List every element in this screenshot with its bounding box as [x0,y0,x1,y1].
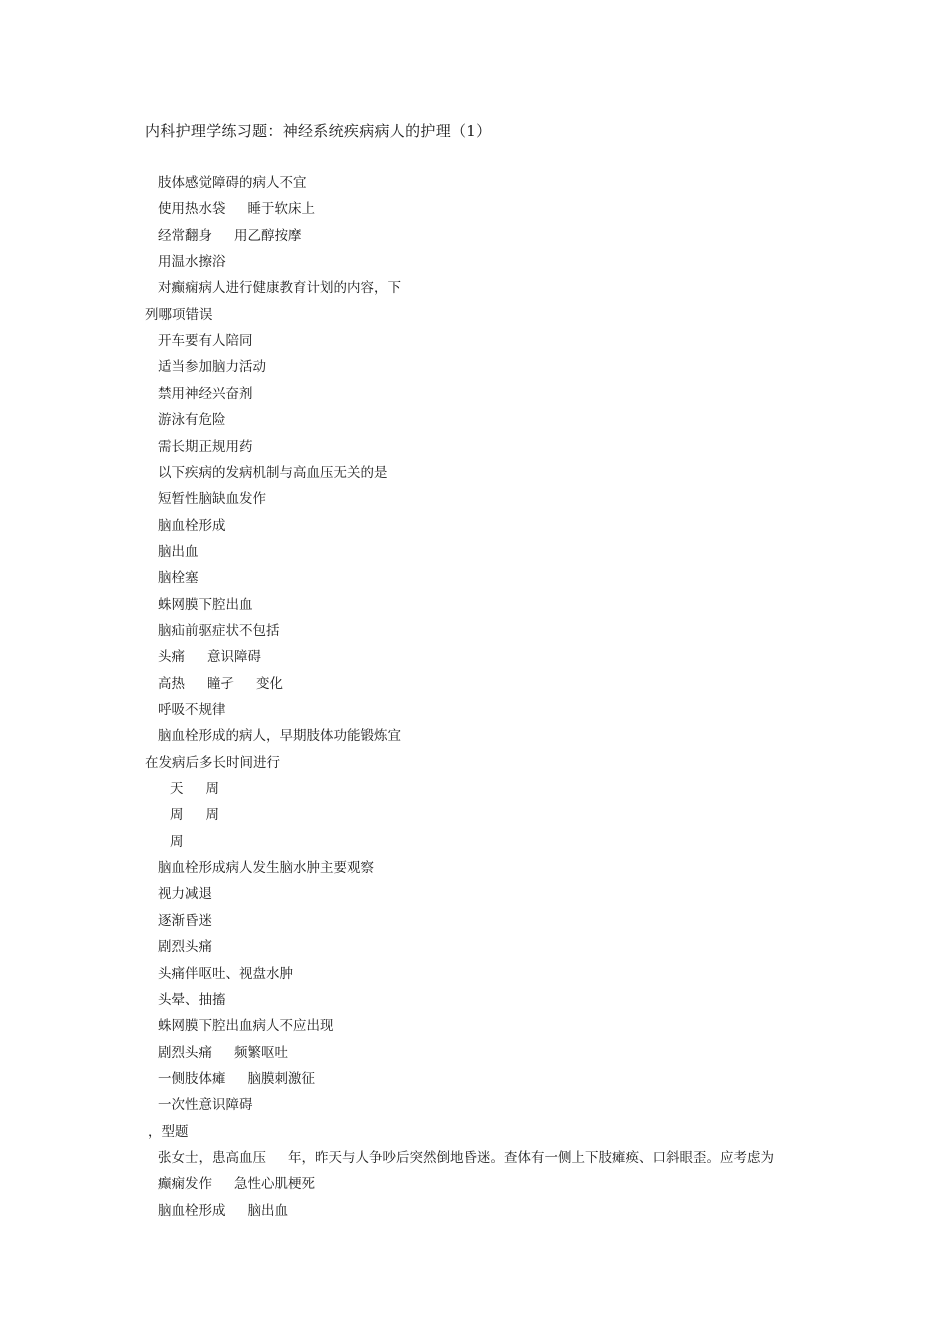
text-segment: 视力减退 [158,886,212,902]
text-segment: 适当参加脑力活动 [158,359,266,375]
text-segment: ，型题 [148,1124,189,1140]
text-segment: 急性心肌梗死 [234,1176,315,1192]
text-segment: 头痛伴呕吐、视盘水肿 [158,966,293,982]
text-line [158,464,388,482]
text-line [158,1017,334,1035]
text-line [158,965,293,983]
text-line [158,1202,288,1220]
text-segment: 瞳孑 [207,676,234,692]
text-line [145,754,280,772]
text-line [158,596,253,614]
text-segment: 以下疾病的发病机制与高血压无关的是 [158,465,388,481]
text-segment: 脑栓塞 [158,570,199,586]
text-segment: 经常翻身 [158,228,212,244]
text-segment: 脑疝前驱症状不包括 [158,623,280,639]
text-line [158,200,315,218]
text-line [170,833,184,851]
text-line [158,675,283,693]
text-segment: 脑出血 [247,1203,288,1219]
text-segment: 周 [170,807,184,823]
text-segment: 肢体感觉障碍的病人不宜 [158,175,307,191]
text-segment: 蛛网膜下腔出血 [158,597,253,613]
text-segment: 周 [170,834,184,850]
text-segment: 一次性意识障碍 [158,1097,253,1113]
text-line [158,1175,315,1193]
text-segment: 逐渐昏迷 [158,913,212,929]
text-segment: 意识障碍 [207,649,261,665]
text-segment: 禁用神经兴奋剂 [158,386,253,402]
text-line [158,174,307,192]
text-segment: 头晕、抽搐 [158,992,226,1008]
text-line [158,648,261,666]
text-line [158,727,401,745]
text-line [158,1149,774,1167]
text-line [158,385,253,403]
text-segment: 变化 [256,676,283,692]
text-segment: 频繁呕吐 [234,1045,288,1061]
text-line [158,490,266,508]
text-segment: 张女士，患高血压 [158,1150,266,1166]
text-segment: 脑膜刺激征 [247,1071,315,1087]
text-line [158,358,266,376]
text-line [170,780,219,798]
text-line [148,1123,189,1141]
text-segment: 开车要有人陪同 [158,333,253,349]
text-segment: 癫痫发作 [158,1176,212,1192]
text-line [158,991,226,1009]
text-segment: 游泳有危险 [158,412,226,428]
text-segment: 睡于软床上 [247,201,315,217]
text-line [158,1044,288,1062]
text-segment: 头痛 [158,649,185,665]
text-segment: 一侧肢体瘫 [158,1071,226,1087]
text-segment: 剧烈头痛 [158,1045,212,1061]
text-line [158,912,212,930]
text-line [158,332,253,350]
text-line [158,885,212,903]
document-title: 内科护理学练习题：神经系统疾病病人的护理（1） [145,122,492,140]
text-segment: 年，昨天与人争吵后突然倒地昏迷。查体有一侧上下肢瘫痪、口斜眼歪。应考虑为 [288,1150,774,1166]
text-segment: 使用热水袋 [158,201,226,217]
text-line [158,411,226,429]
text-segment: 脑血栓形成 [158,518,226,534]
text-segment: 周 [205,807,219,823]
text-line [158,438,253,456]
text-segment: 脑血栓形成 [158,1203,226,1219]
text-line [158,543,199,561]
text-line [158,1070,315,1088]
text-segment: 周 [205,781,219,797]
text-segment: 在发病后多长时间进行 [145,755,280,771]
text-line [158,517,226,535]
text-segment: 脑出血 [158,544,199,560]
text-line [158,569,199,587]
text-line [158,253,226,271]
text-segment: 高热 [158,676,185,692]
text-line [158,1096,253,1114]
text-line [158,859,374,877]
text-segment: 需长期正规用药 [158,439,253,455]
text-segment: 短暂性脑缺血发作 [158,491,266,507]
text-line [158,279,401,297]
text-segment: 蛛网膜下腔出血病人不应出现 [158,1018,334,1034]
text-segment: 用乙醇按摩 [234,228,302,244]
text-line [158,938,212,956]
text-segment: 列哪项错误 [145,307,213,323]
text-segment: 呼吸不规律 [158,702,226,718]
text-line [158,227,302,245]
text-segment: 剧烈头痛 [158,939,212,955]
text-segment: 用温水擦浴 [158,254,226,270]
text-line [158,701,226,719]
text-line [145,306,213,324]
text-segment: 天 [170,781,184,797]
text-segment: 脑血栓形成的病人，早期肢体功能锻炼宜 [158,728,401,744]
text-segment: 脑血栓形成病人发生脑水肿主要观察 [158,860,374,876]
text-line [158,622,280,640]
text-segment: 对癫痫病人进行健康教育计划的内容，下 [158,280,401,296]
text-line [170,806,219,824]
